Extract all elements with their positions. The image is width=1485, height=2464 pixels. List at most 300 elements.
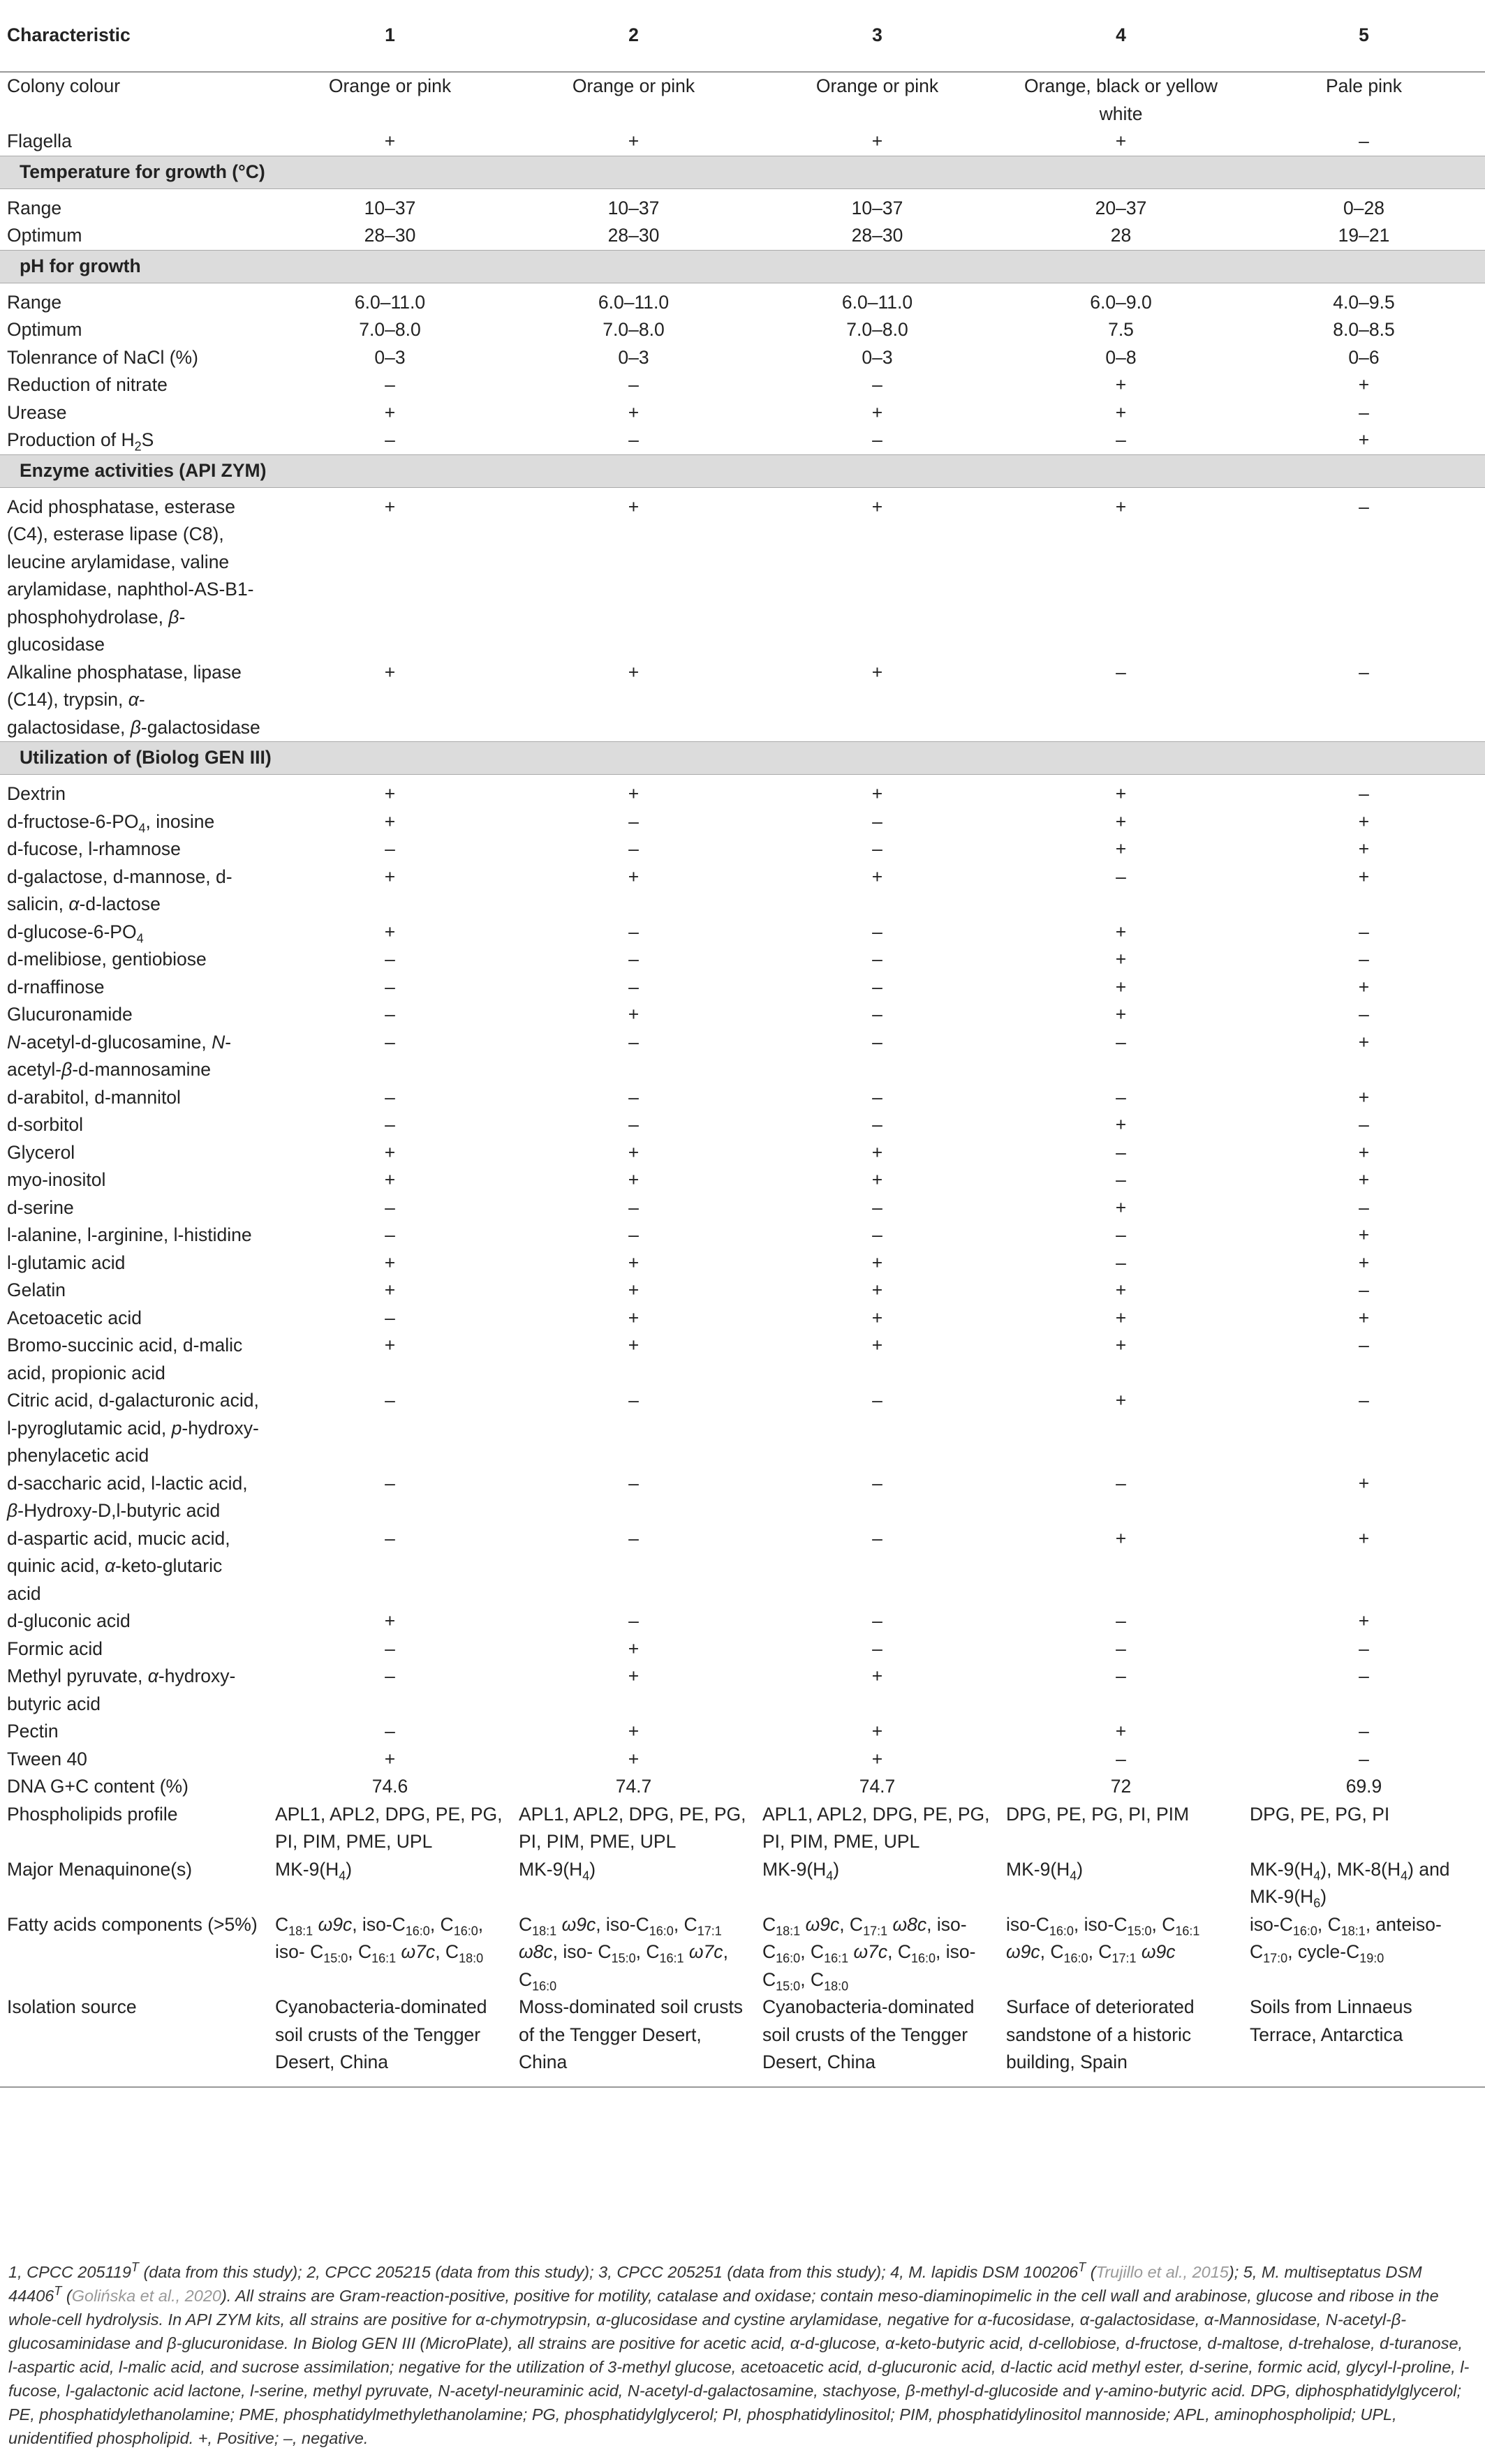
cell-strain-5: + — [1358, 374, 1370, 395]
cell-strain-5: – — [1359, 1335, 1369, 1356]
cell-strain-2: – — [628, 374, 639, 395]
cell-strain-4: 28 — [1110, 225, 1132, 246]
row-label: N-acetyl-d-glucosamine, N-acetyl-β-d-mannosamine — [7, 1031, 232, 1080]
cell-strain-4: – — [1116, 1224, 1126, 1245]
cell-strain-2: 28–30 — [607, 225, 660, 246]
table-row — [0, 1166, 1485, 1194]
row-label: Acetoacetic acid — [7, 1307, 142, 1328]
cell-strain-5: $MK-9(H_4)$, $MK-8(H_4)$ and $MK-9(H_6)$ — [1250, 1858, 1450, 1910]
cell-strain-2: + — [628, 866, 640, 887]
cell-strain-3: Cyanobacteria-dominated soil crusts of the Tengger Desert, China — [762, 1996, 975, 2072]
cell-strain-3: + — [871, 1665, 883, 1686]
cell-strain-1: – — [385, 1527, 395, 1549]
cell-strain-2: + — [628, 1252, 640, 1273]
cell-strain-2: – — [628, 949, 639, 970]
row-label: Bromo-succinic acid, d-malic acid, propionic acid — [7, 1335, 243, 1383]
cell-strain-5: + — [1358, 1224, 1370, 1245]
cell-strain-4: + — [1115, 1527, 1127, 1549]
cell-strain-4: + — [1115, 949, 1127, 970]
row-label: d-aspartic acid, mucic acid, quinic acid, α-keto-glutaric acid — [7, 1527, 230, 1604]
row-label: Pectin — [7, 1721, 59, 1742]
cell-strain-1: – — [385, 838, 395, 859]
table-row — [0, 1111, 1485, 1139]
cell-strain-1: 28–30 — [364, 225, 416, 246]
row-label: Urease — [7, 401, 67, 423]
cell-strain-2: – — [628, 429, 639, 450]
table-row — [0, 1801, 1485, 1856]
cell-strain-2: – — [628, 1390, 639, 1411]
cell-strain-2: + — [628, 1721, 640, 1742]
cell-strain-3: $MK-9(H_4)$ — [762, 1858, 840, 1883]
cell-strain-2: + — [628, 1004, 640, 1025]
cell-strain-4: Surface of deteriorated sandstone of a historic building, Spain — [1006, 1996, 1195, 2072]
cell-strain-3: – — [872, 1527, 882, 1549]
cell-strain-4: 6.0–9.0 — [1090, 291, 1152, 313]
cell-strain-5: – — [1359, 1748, 1369, 1769]
header-cell-characteristic: Characteristic — [7, 24, 131, 46]
cell-strain-1: + — [384, 783, 396, 804]
cell-strain-1: Orange or pink — [328, 75, 452, 96]
cell-strain-5: 4.0–9.5 — [1333, 291, 1395, 313]
header-cell-strain-3: 3 — [872, 24, 882, 46]
table-row — [0, 1277, 1485, 1305]
cell-strain-4: iso-$C_{16:0}$, iso-$C_{15:0}$, $C_{16:1}$ ω9c, $C_{16:0}$, $C_{17:1}$ ω9c — [1006, 1913, 1200, 1966]
cell-strain-1: + — [384, 810, 396, 832]
row-label: Reduction of nitrate — [7, 374, 168, 395]
cell-strain-3: – — [872, 1004, 882, 1025]
row-label: d-fucose, l-rhamnose — [7, 838, 181, 859]
table-row — [0, 808, 1485, 836]
cell-strain-5: – — [1359, 496, 1369, 517]
cell-strain-4: – — [1116, 1610, 1126, 1631]
cell-strain-5: – — [1359, 949, 1369, 970]
section-header-row — [0, 156, 1485, 188]
table-row — [0, 1746, 1485, 1774]
cell-strain-4: + — [1115, 1114, 1127, 1135]
cell-strain-3: + — [871, 1748, 883, 1769]
cell-strain-1: – — [385, 1390, 395, 1411]
table-header — [0, 0, 1485, 72]
table-row — [0, 222, 1485, 250]
cell-strain-2: 10–37 — [607, 197, 660, 218]
row-label: Production of $H_2S$ — [7, 429, 154, 454]
cell-strain-5: – — [1359, 783, 1369, 804]
cell-strain-2: + — [628, 783, 640, 804]
cell-strain-2: – — [628, 1114, 639, 1135]
cell-strain-3: 0–3 — [862, 346, 893, 368]
table-row — [0, 1856, 1485, 1911]
cell-strain-1: 0–3 — [374, 346, 406, 368]
cell-strain-1: Cyanobacteria-dominated soil crusts of the Tengger Desert, China — [275, 1996, 487, 2072]
cell-strain-5: – — [1359, 1665, 1369, 1686]
cell-strain-5: Pale pink — [1325, 75, 1402, 96]
row-label: Acid phosphatase, esterase (C4), esterase lipase (C8), leucine arylamidase, valine arylamidase, naphthol-AS-B1-phosphohydrolase, β-glucosidase — [7, 496, 254, 655]
cell-strain-5: + — [1358, 1472, 1370, 1494]
row-label: d-arabitol, d-mannitol — [7, 1086, 181, 1108]
cell-strain-1: – — [385, 1472, 395, 1494]
cell-strain-5: + — [1358, 1527, 1370, 1549]
row-label: Colony colour — [7, 75, 121, 96]
section-title: pH for growth — [0, 250, 1485, 283]
table-row — [0, 1139, 1485, 1167]
header-cell-strain-1: 1 — [385, 24, 395, 46]
cell-strain-5: 19–21 — [1338, 225, 1390, 246]
cell-strain-5: + — [1358, 1031, 1370, 1053]
cell-strain-4: – — [1116, 1638, 1126, 1659]
cell-strain-1: + — [384, 661, 396, 683]
table-row — [0, 188, 1485, 222]
cell-strain-1: + — [384, 401, 396, 423]
cell-strain-4: + — [1115, 1721, 1127, 1742]
cell-strain-1: 10–37 — [364, 197, 416, 218]
cell-strain-4: + — [1115, 921, 1127, 942]
cell-strain-2: – — [628, 810, 639, 832]
row-label: Alkaline phosphatase, lipase (C14), trypsin, α-galactosidase, β-galactosidase — [7, 661, 260, 738]
cell-strain-3: + — [871, 866, 883, 887]
table-row — [0, 487, 1485, 659]
cell-strain-2: + — [628, 496, 640, 517]
table-row — [0, 1084, 1485, 1112]
row-label: Flagella — [7, 131, 72, 151]
cell-strain-4: + — [1115, 783, 1127, 804]
cell-strain-4: + — [1115, 401, 1127, 423]
cell-strain-5: 69.9 — [1345, 1776, 1382, 1797]
cell-strain-4: + — [1115, 810, 1127, 832]
cell-strain-1: + — [384, 1610, 396, 1631]
cell-strain-1: + — [384, 496, 396, 517]
section-title: Utilization of (Biolog GEN III) — [0, 742, 1485, 775]
cell-strain-4: + — [1115, 1004, 1127, 1025]
cell-strain-4: DPG, PE, PG, PI, PIM — [1006, 1803, 1190, 1825]
row-label: Range — [7, 197, 62, 218]
cell-strain-3: – — [872, 949, 882, 970]
row-label: d-serine — [7, 1196, 74, 1218]
cell-strain-3: + — [871, 401, 883, 423]
cell-strain-3: – — [872, 1638, 882, 1659]
row-label: Fatty acids components (>5%) — [7, 1913, 258, 1935]
cell-strain-4: + — [1115, 1279, 1127, 1300]
cell-strain-3: – — [872, 1224, 882, 1245]
cell-strain-5: – — [1359, 1390, 1369, 1411]
cell-strain-1: 74.6 — [371, 1776, 408, 1797]
cell-strain-1: 6.0–11.0 — [354, 291, 426, 313]
cell-strain-2: 0–3 — [618, 346, 649, 368]
cell-strain-2: + — [628, 1335, 640, 1356]
table-row — [0, 1718, 1485, 1746]
cell-strain-2: – — [628, 1527, 639, 1549]
cell-strain-2: – — [628, 1610, 639, 1631]
cell-strain-2: – — [628, 1031, 639, 1053]
row-label: Isolation source — [7, 1996, 137, 2017]
section-title: Temperature for growth (°C) — [0, 156, 1485, 188]
section-header-row — [0, 454, 1485, 487]
cell-strain-5: + — [1358, 866, 1370, 887]
cell-strain-3: – — [872, 810, 882, 832]
cell-strain-2: 6.0–11.0 — [598, 291, 670, 313]
cell-strain-1: $MK-9(H_4)$ — [275, 1858, 353, 1883]
cell-strain-1: – — [385, 1224, 395, 1245]
row-label: Tween 40 — [7, 1748, 87, 1769]
cell-strain-1: APL1, APL2, DPG, PE, PG, PI, PIM, PME, UPL — [275, 1803, 503, 1852]
cell-strain-4: – — [1116, 866, 1126, 887]
table-row — [0, 836, 1485, 863]
cell-strain-3: + — [871, 1141, 883, 1163]
cell-strain-4: – — [1116, 1141, 1126, 1163]
cell-strain-5: – — [1359, 1721, 1369, 1742]
header-row — [0, 0, 1485, 72]
cell-strain-5: – — [1359, 1114, 1369, 1135]
cell-strain-3: + — [871, 1335, 883, 1356]
cell-strain-4: – — [1116, 429, 1126, 450]
cell-strain-5: – — [1359, 1279, 1369, 1300]
cell-strain-3: – — [872, 1086, 882, 1108]
table-row — [0, 1222, 1485, 1249]
cell-strain-3: + — [871, 1252, 883, 1273]
cell-strain-1: + — [384, 131, 396, 151]
row-label: d-rnaffinose — [7, 976, 105, 997]
row-label: Phospholipids profile — [7, 1803, 178, 1825]
cell-strain-5: + — [1358, 1252, 1370, 1273]
table-row — [0, 946, 1485, 974]
cell-strain-4: 7.5 — [1108, 319, 1134, 340]
cell-strain-2: + — [628, 1638, 640, 1659]
cell-strain-5: + — [1358, 1307, 1370, 1328]
row-label: d-galactose, d-mannose, d-salicin, α-d-lactose — [7, 866, 232, 914]
cell-strain-4: – — [1116, 1472, 1126, 1494]
cell-strain-4: + — [1115, 374, 1127, 395]
cell-strain-3: – — [872, 1472, 882, 1494]
row-label: $d-glucose-6-PO_4$ — [7, 921, 144, 945]
cell-strain-1: – — [385, 1196, 395, 1218]
cell-strain-5: + — [1358, 838, 1370, 859]
table-row — [0, 1305, 1485, 1333]
cell-strain-1: – — [385, 1721, 395, 1742]
cell-strain-3: – — [872, 976, 882, 997]
cell-strain-2: + — [628, 1307, 640, 1328]
cell-strain-4: – — [1116, 1169, 1126, 1190]
cell-strain-2: + — [628, 401, 640, 423]
table-row — [0, 1608, 1485, 1635]
table-row — [0, 316, 1485, 344]
cell-strain-3: – — [872, 1196, 882, 1218]
row-label: Tolenrance of NaCl (%) — [7, 346, 198, 368]
cell-strain-2: + — [628, 1748, 640, 1769]
cell-strain-5: + — [1358, 1169, 1370, 1190]
cell-strain-4: 0–8 — [1105, 346, 1137, 368]
cell-strain-3: – — [872, 921, 882, 942]
cell-strain-4: – — [1116, 1748, 1126, 1769]
cell-strain-1: $C_{18:1}$ ω9c, iso-$C_{16:0}$, $C_{16:0}$, iso- $C_{15:0}$, $C_{16:1}$ ω7c, $C_{18:0}$ — [275, 1913, 484, 1966]
table-row — [0, 1332, 1485, 1387]
table-row — [0, 283, 1485, 316]
cell-strain-3: + — [871, 131, 883, 151]
cell-strain-2: + — [628, 1279, 640, 1300]
cell-strain-4: $MK-9(H_4)$ — [1006, 1858, 1084, 1883]
cell-strain-3: + — [871, 1307, 883, 1328]
table-row — [0, 371, 1485, 399]
cell-strain-1: – — [385, 949, 395, 970]
row-label: Citric acid, d-galacturonic acid, l-pyroglutamic acid, p-hydroxy-phenylacetic acid — [7, 1390, 259, 1466]
cell-strain-1: – — [385, 1004, 395, 1025]
row-label: Methyl pyruvate, α-hydroxy-butyric acid — [7, 1665, 236, 1714]
cell-strain-1: – — [385, 1031, 395, 1053]
cell-strain-1: – — [385, 976, 395, 997]
cell-strain-2: – — [628, 1196, 639, 1218]
cell-strain-4: – — [1116, 661, 1126, 683]
table-row — [0, 128, 1485, 156]
cell-strain-1: + — [384, 1748, 396, 1769]
cell-strain-5: 8.0–8.5 — [1333, 319, 1395, 340]
cell-strain-1: + — [384, 1141, 396, 1163]
row-label: $d-fructose-6-PO_4$, inosine — [7, 810, 215, 835]
cell-strain-5: – — [1359, 1004, 1369, 1025]
table-row — [0, 1249, 1485, 1277]
cell-strain-4: – — [1116, 1031, 1126, 1053]
table-row — [0, 1387, 1485, 1470]
cell-strain-5: + — [1358, 810, 1370, 832]
cell-strain-1: – — [385, 429, 395, 450]
cell-strain-4: + — [1115, 1390, 1127, 1411]
row-label: myo-inositol — [7, 1169, 106, 1190]
cell-strain-3: $C_{18:1}$ ω9c, $C_{17:1}$ ω8c, iso-$C_{16:0}$, $C_{16:1}$ ω7c, $C_{16:0}$, iso- $C_{15:0}$, $C_{18:0}$ — [762, 1913, 976, 1993]
section-header-row — [0, 742, 1485, 775]
cell-strain-4: – — [1116, 1086, 1126, 1108]
cell-strain-4: 20–37 — [1095, 197, 1147, 218]
cell-strain-5: – — [1359, 131, 1369, 151]
cell-strain-4: + — [1115, 131, 1127, 151]
cell-strain-5: + — [1358, 429, 1370, 450]
cell-strain-5: 0–6 — [1348, 346, 1380, 368]
cell-strain-5: + — [1358, 1141, 1370, 1163]
cell-strain-2: $C_{18:1}$ ω9c, iso-$C_{16:0}$, $C_{17:1}$ ω8c, iso- $C_{15:0}$, $C_{16:1}$ ω7c, $C_{16:0}$ — [519, 1913, 728, 1993]
cell-strain-4: Orange, black or yellow white — [1024, 75, 1218, 124]
cell-strain-2: APL1, APL2, DPG, PE, PG, PI, PIM, PME, UPL — [519, 1803, 746, 1852]
cell-strain-1: – — [385, 1086, 395, 1108]
table-row — [0, 863, 1485, 919]
cell-strain-2: + — [628, 131, 640, 151]
cell-strain-1: 7.0–8.0 — [359, 319, 421, 340]
row-label: Glycerol — [7, 1141, 75, 1163]
cell-strain-5: + — [1358, 1610, 1370, 1631]
table-row — [0, 1773, 1485, 1801]
table-row — [0, 1663, 1485, 1718]
table-body — [0, 72, 1485, 2087]
cell-strain-1: – — [385, 1665, 395, 1686]
row-label: d-saccharic acid, l-lactic acid, β-Hydroxy-D,l-butyric acid — [7, 1472, 248, 1521]
cell-strain-2: + — [628, 661, 640, 683]
cell-strain-4: + — [1115, 1335, 1127, 1356]
row-label: d-sorbitol — [7, 1114, 83, 1135]
header-cell-strain-4: 4 — [1116, 24, 1126, 46]
cell-strain-5: + — [1358, 976, 1370, 997]
cell-strain-2: + — [628, 1141, 640, 1163]
cell-strain-5: – — [1359, 921, 1369, 942]
cell-strain-1: – — [385, 1638, 395, 1659]
row-label: Major Menaquinone(s) — [7, 1858, 193, 1880]
cell-strain-3: – — [872, 1114, 882, 1135]
cell-strain-5: – — [1359, 401, 1369, 423]
cell-strain-4: 72 — [1110, 1776, 1132, 1797]
cell-strain-3: + — [871, 783, 883, 804]
table-row — [0, 919, 1485, 947]
row-label: DNA G+C content (%) — [7, 1776, 189, 1797]
cell-strain-5: – — [1359, 1638, 1369, 1659]
cell-strain-5: 0–28 — [1343, 197, 1384, 218]
row-label: d-melibiose, gentiobiose — [7, 949, 207, 970]
row-label: Gelatin — [7, 1279, 66, 1300]
cell-strain-3: – — [872, 1610, 882, 1631]
cell-strain-2: – — [628, 1224, 639, 1245]
table-row — [0, 775, 1485, 808]
table-row — [0, 1001, 1485, 1029]
cell-strain-4: – — [1116, 1252, 1126, 1273]
row-label: l-glutamic acid — [7, 1252, 126, 1273]
cell-strain-3: APL1, APL2, DPG, PE, PG, PI, PIM, PME, UPL — [762, 1803, 990, 1852]
cell-strain-2: $MK-9(H_4)$ — [519, 1858, 596, 1883]
cell-strain-1: + — [384, 1279, 396, 1300]
cell-strain-3: – — [872, 429, 882, 450]
row-label: Dextrin — [7, 783, 66, 804]
cell-strain-3: – — [872, 374, 882, 395]
table-row — [0, 426, 1485, 454]
cell-strain-3: 6.0–11.0 — [841, 291, 913, 313]
table-row — [0, 72, 1485, 128]
table-row — [0, 344, 1485, 372]
cell-strain-3: 7.0–8.0 — [846, 319, 908, 340]
table-row — [0, 1194, 1485, 1222]
cell-strain-3: – — [872, 838, 882, 859]
header-cell-strain-5: 5 — [1359, 24, 1369, 46]
cell-strain-3: – — [872, 1031, 882, 1053]
table-row — [0, 974, 1485, 1002]
cell-strain-2: – — [628, 838, 639, 859]
table-row — [0, 1994, 1485, 2087]
cell-strain-3: – — [872, 1390, 882, 1411]
table-row — [0, 659, 1485, 742]
cell-strain-3: + — [871, 661, 883, 683]
cell-strain-2: Moss-dominated soil crusts of the Tengger Desert, China — [519, 1996, 744, 2072]
row-label: Optimum — [7, 225, 82, 246]
cell-strain-3: + — [871, 496, 883, 517]
cell-strain-1: + — [384, 1252, 396, 1273]
cell-strain-2: – — [628, 976, 639, 997]
cell-strain-5: Soils from Linnaeus Terrace, Antarctica — [1250, 1996, 1412, 2045]
table-row — [0, 1470, 1485, 1525]
cell-strain-2: 74.7 — [615, 1776, 652, 1797]
cell-strain-4: + — [1115, 496, 1127, 517]
cell-strain-2: + — [628, 1169, 640, 1190]
cell-strain-3: Orange or pink — [815, 75, 939, 96]
cell-strain-1: – — [385, 1307, 395, 1328]
section-title: Enzyme activities (API ZYM) — [0, 454, 1485, 487]
cell-strain-5: + — [1358, 1086, 1370, 1108]
section-header-row — [0, 250, 1485, 283]
cell-strain-4: + — [1115, 1307, 1127, 1328]
table-row — [0, 1029, 1485, 1084]
cell-strain-2: – — [628, 921, 639, 942]
row-label: Range — [7, 291, 62, 313]
cell-strain-5: DPG, PE, PG, PI — [1250, 1803, 1390, 1825]
cell-strain-1: – — [385, 374, 395, 395]
cell-strain-1: + — [384, 921, 396, 942]
cell-strain-4: + — [1115, 1196, 1127, 1218]
cell-strain-5: iso-$C_{16:0}$, $C_{18:1}$, anteiso-$C_{17:0}$, cycle-$C_{19:0}$ — [1250, 1913, 1442, 1966]
cell-strain-2: – — [628, 1472, 639, 1494]
cell-strain-3: + — [871, 1279, 883, 1300]
cell-strain-2: Orange or pink — [572, 75, 695, 96]
cell-strain-5: – — [1359, 661, 1369, 683]
row-label: Optimum — [7, 319, 82, 340]
